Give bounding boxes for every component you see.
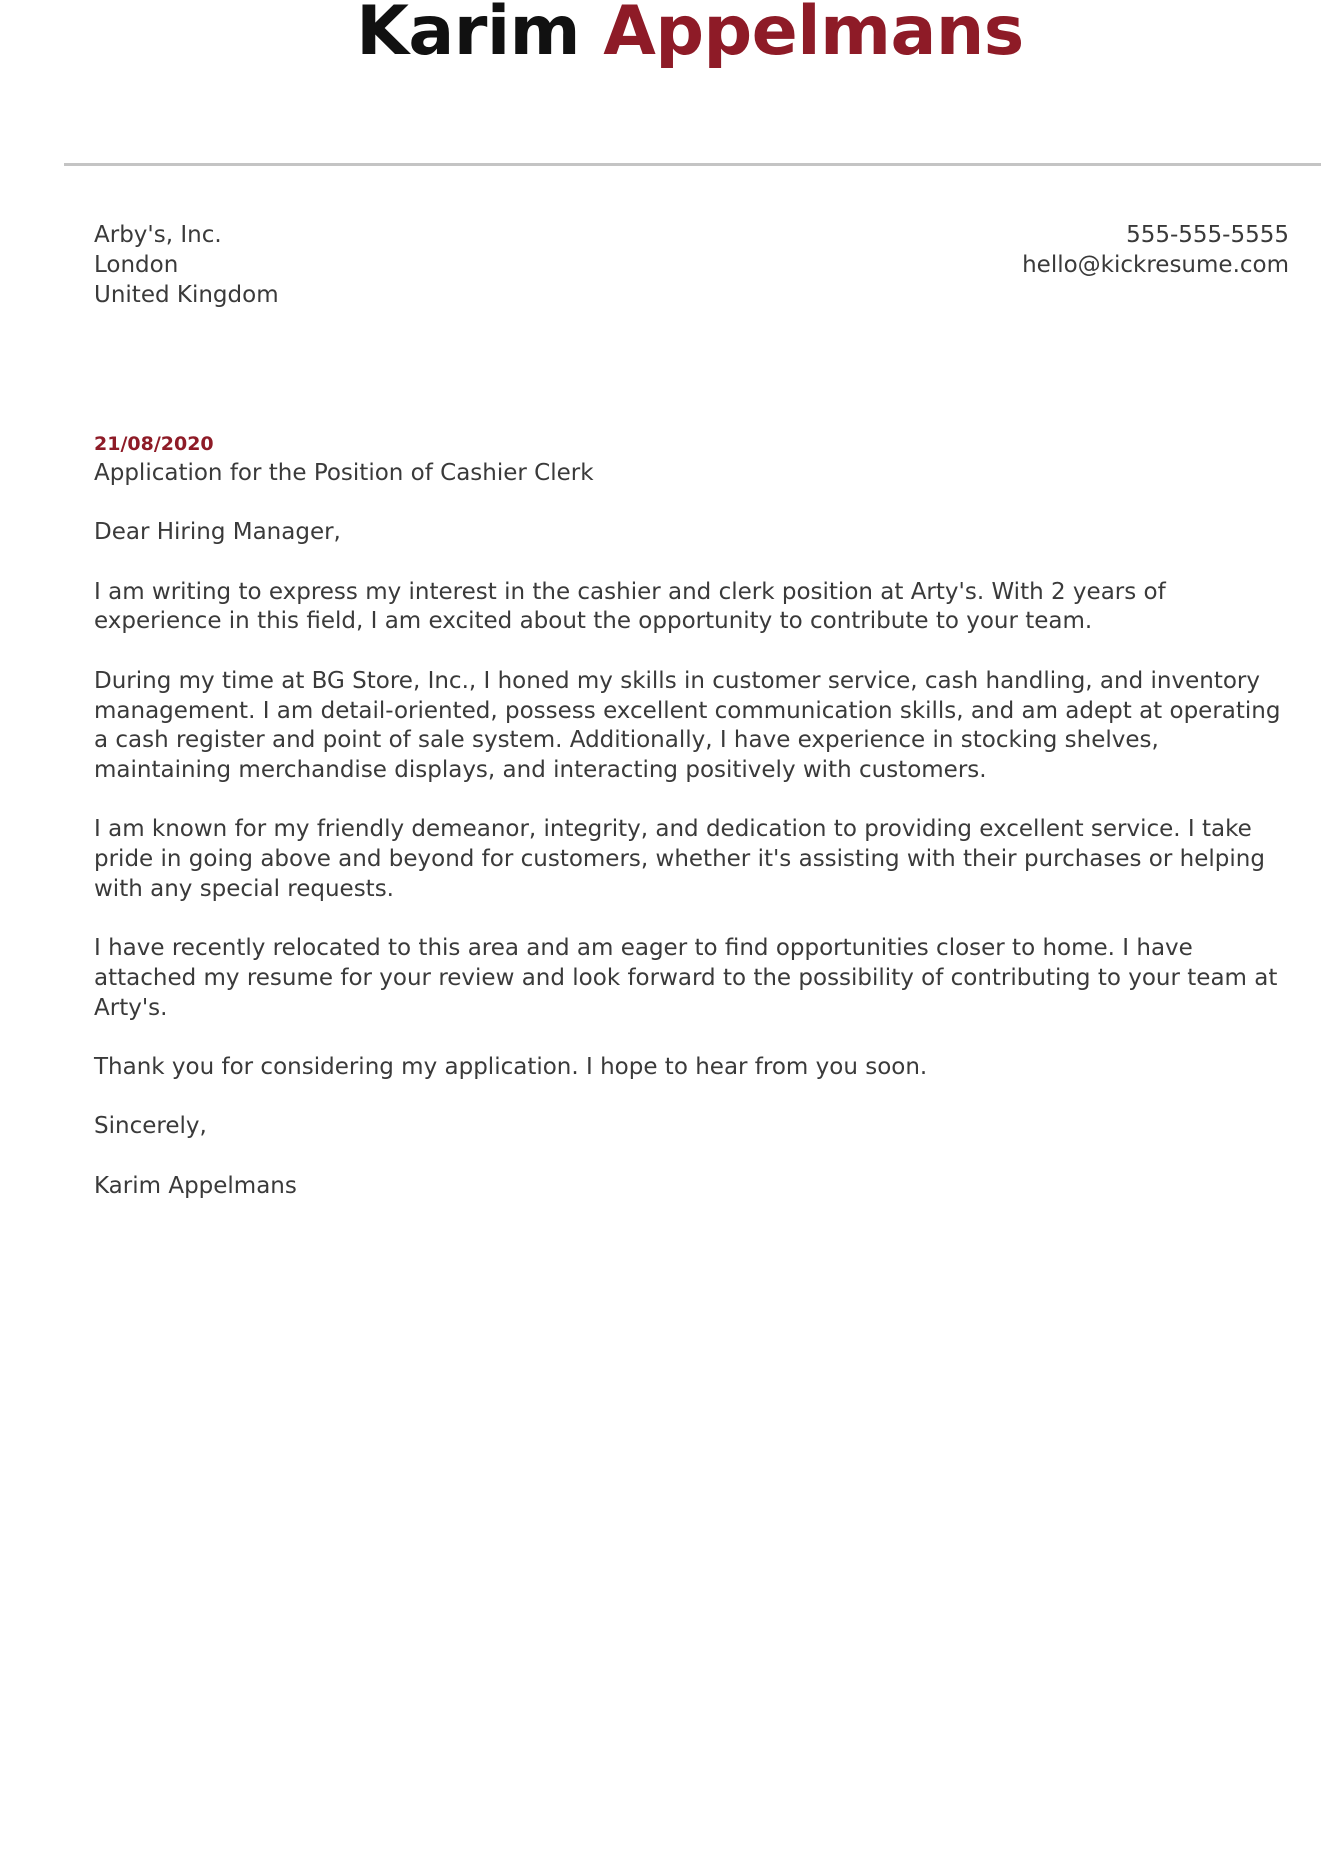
recipient-address <box>94 220 279 310</box>
letter-paragraph: Thank you for considering my application. I hope to hear from you soon. <box>94 1053 928 1080</box>
applicant-last-name: Appelmans <box>603 0 1024 71</box>
applicant-contact <box>1022 220 1289 280</box>
letter-salutation: Dear Hiring Manager, <box>94 519 341 546</box>
header-divider <box>64 163 1321 166</box>
letter-subject: Application for the Position of Cashier Clerk <box>94 460 594 486</box>
recipient-country: United Kingdom <box>94 282 279 308</box>
contact-email: hello@kickresume.com <box>1022 252 1289 278</box>
contact-phone: 555-555-5555 <box>1126 222 1289 248</box>
letter-paragraph: I am known for my friendly demeanor, integrity, and dedication to providing excellent service. I take pride in going above and beyond for customers, whether it's assisting with their purchases or helping with any special requests. <box>94 816 1265 902</box>
letter-closing: Sincerely, <box>94 1113 207 1140</box>
letter-paragraph: During my time at BG Store, Inc., I honed my skills in customer service, cash handling, and inventory management. I am detail-oriented, possess excellent communication skills, and am adept at operating a cash register and point of sale system. Additionally, I have experience in stocking shelves, maintaining merchandise displays, and interacting positively with customers. <box>94 667 1281 783</box>
letter-body <box>94 459 1294 1231</box>
letter-date: 21/08/2020 <box>94 433 214 455</box>
applicant-name-heading <box>0 0 1321 78</box>
letter-paragraph: I am writing to express my interest in the cashier and clerk position at Arty's. With 2 years of experience in this field, I am excited about the opportunity to contribute to your team. <box>94 578 1166 635</box>
recipient-city: London <box>94 252 179 278</box>
letter-paragraph: I have recently relocated to this area and am eager to find opportunities closer to home. I have attached my resume for your review and look forward to the possibility of contributing to your team at Arty's. <box>94 935 1278 1021</box>
recipient-company: Arby's, Inc. <box>94 222 222 248</box>
letter-signature: Karim Appelmans <box>94 1172 297 1199</box>
applicant-first-name: Karim <box>356 0 581 71</box>
